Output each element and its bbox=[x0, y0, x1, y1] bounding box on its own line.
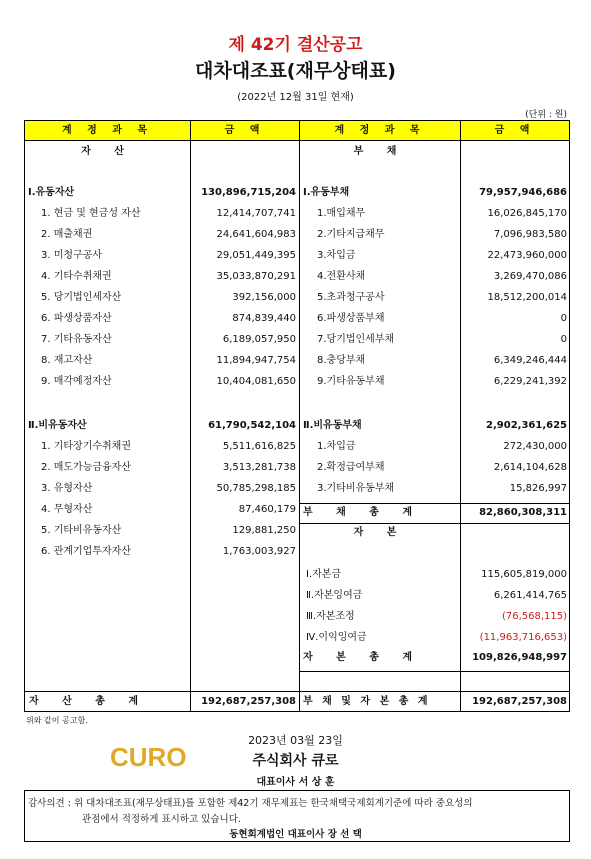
line-item-amount: 15,826,997 bbox=[509, 483, 567, 494]
assets-section-label: 자 산 bbox=[81, 146, 134, 157]
line-item-amount: 24,641,604,983 bbox=[216, 229, 296, 240]
header-right-item: 계 정 과 목 bbox=[300, 121, 460, 140]
line-item-label: 7.당기법인세부채 bbox=[317, 334, 395, 345]
line-item-label: 5. 기타비유동자산 bbox=[41, 525, 122, 536]
divider bbox=[300, 671, 569, 672]
noncurrent-assets-total: 61,790,542,104 bbox=[208, 420, 296, 431]
grand-total-amount: 192,687,257,308 bbox=[472, 696, 567, 707]
line-item-label: 9.기타유동부채 bbox=[317, 376, 385, 387]
line-item-amount: 0 bbox=[560, 334, 567, 345]
liabilities-total-label: 부 채 총 계 bbox=[303, 507, 423, 518]
ceo-name: 대표이사 서 상 훈 bbox=[256, 777, 335, 788]
line-item-amount: 50,785,298,185 bbox=[216, 483, 296, 494]
line-item-label: Ⅲ.자본조정 bbox=[306, 611, 355, 622]
equity-section-label: 자 본 bbox=[353, 527, 407, 538]
line-item-label: Ⅱ.자본잉여금 bbox=[306, 590, 363, 601]
auditor-name: 동현회계법인 대표이사 장 선 택 bbox=[229, 829, 362, 840]
line-item-label: 1. 현금 및 현금성 자산 bbox=[41, 208, 141, 219]
noncurrent-liabilities-label: Ⅱ.비유동부채 bbox=[303, 420, 362, 431]
line-item-label: 3.기타비유동부채 bbox=[317, 483, 395, 494]
line-item-amount: 18,512,200,014 bbox=[487, 292, 567, 303]
line-item-label: 1. 기타장기수취채권 bbox=[41, 441, 131, 452]
line-item-amount: 0 bbox=[560, 313, 567, 324]
assets-total-amount: 192,687,257,308 bbox=[201, 696, 296, 707]
notice-note: 위와 같이 공고함. bbox=[26, 716, 88, 725]
current-liabilities-total: 79,957,946,686 bbox=[479, 187, 567, 198]
company-name: 주식회사 큐로 bbox=[252, 753, 339, 769]
line-item-amount: 87,460,179 bbox=[238, 504, 296, 515]
line-item-amount: 2,614,104,628 bbox=[493, 462, 567, 473]
line-item-amount: 22,473,960,000 bbox=[487, 250, 567, 261]
notice-date: 2023년 03월 23일 bbox=[248, 734, 343, 747]
line-item-amount: (11,963,716,653) bbox=[479, 632, 567, 643]
noncurrent-liabilities-total: 2,902,361,625 bbox=[486, 420, 567, 431]
line-item-label: 1.매입채무 bbox=[317, 208, 366, 219]
line-item-label: 8.충당부채 bbox=[317, 355, 366, 366]
line-item-amount: 29,051,449,395 bbox=[216, 250, 296, 261]
line-item-amount: 115,605,819,000 bbox=[481, 569, 567, 580]
line-item-label: 3.차입금 bbox=[317, 250, 356, 261]
line-item-label: 6. 파생상품자산 bbox=[41, 313, 112, 324]
logo-text: CURO bbox=[110, 742, 187, 772]
line-item-label: 4.전환사채 bbox=[317, 271, 366, 282]
line-item-label: Ⅳ.이익잉여금 bbox=[306, 632, 367, 643]
unit-label: (단위 : 원) bbox=[525, 110, 567, 120]
line-item-label: 6.파생상품부채 bbox=[317, 313, 385, 324]
as-of-date: (2022년 12월 31일 현재) bbox=[237, 92, 354, 103]
line-item-label: 7. 기타유동자산 bbox=[41, 334, 112, 345]
line-item-amount: 874,839,440 bbox=[232, 313, 296, 324]
line-item-amount: 272,430,000 bbox=[503, 441, 567, 452]
assets-total-label: 자 산 총 계 bbox=[29, 696, 149, 707]
line-item-label: 5. 당기법인세자산 bbox=[41, 292, 122, 303]
header-left-item: 계 정 과 목 bbox=[25, 121, 190, 140]
line-item-label: 2. 매도가능금융자산 bbox=[41, 462, 131, 473]
line-item-amount: 1,763,003,927 bbox=[222, 546, 296, 557]
line-item-amount: 12,414,707,741 bbox=[216, 208, 296, 219]
noncurrent-assets-label: Ⅱ.비유동자산 bbox=[28, 420, 87, 431]
line-item-amount: 6,261,414,765 bbox=[493, 590, 567, 601]
line-item-amount: (76,568,115) bbox=[501, 611, 567, 622]
line-item-label: 4. 무형자산 bbox=[41, 504, 93, 515]
divider bbox=[25, 140, 569, 141]
grand-total-label: 부 채 및 자 본 총 계 bbox=[303, 696, 431, 707]
header-left-amount: 금 액 bbox=[191, 121, 299, 140]
line-item-amount: 3,513,281,738 bbox=[222, 462, 296, 473]
equity-total-label: 자 본 총 계 bbox=[303, 652, 423, 663]
line-item-amount: 16,026,845,170 bbox=[487, 208, 567, 219]
line-item-amount: 7,096,983,580 bbox=[493, 229, 567, 240]
line-item-amount: 11,894,947,754 bbox=[216, 355, 296, 366]
liabilities-section-label: 부 채 bbox=[353, 146, 407, 157]
line-item-label: 2. 매출채권 bbox=[41, 229, 93, 240]
line-item-label: 3. 유형자산 bbox=[41, 483, 93, 494]
line-item-amount: 3,269,470,086 bbox=[493, 271, 567, 282]
liabilities-total-amount: 82,860,308,311 bbox=[479, 507, 567, 518]
line-item-label: 1.차입금 bbox=[317, 441, 356, 452]
line-item-amount: 10,404,081,650 bbox=[216, 376, 296, 387]
line-item-label: Ⅰ.자본금 bbox=[306, 569, 342, 580]
line-item-label: 8. 재고자산 bbox=[41, 355, 93, 366]
divider bbox=[25, 691, 569, 692]
line-item-label: 9. 매각예정자산 bbox=[41, 376, 112, 387]
current-assets-label: Ⅰ.유동자산 bbox=[28, 187, 75, 198]
line-item-label: 3. 미청구공사 bbox=[41, 250, 103, 261]
current-liabilities-label: Ⅰ.유동부채 bbox=[303, 187, 350, 198]
line-item-amount: 6,229,241,392 bbox=[493, 376, 567, 387]
line-item-label: 2.기타지급채무 bbox=[317, 229, 385, 240]
line-item-amount: 6,349,246,444 bbox=[493, 355, 567, 366]
line-item-label: 5.초과청구공사 bbox=[317, 292, 385, 303]
line-item-amount: 5,511,616,825 bbox=[222, 441, 296, 452]
line-item-label: 6. 관계기업투자자산 bbox=[41, 546, 131, 557]
audit-opinion-line1: 감사의견 : 위 대차대조표(재무상태표)를 포함한 제42기 재무제표는 한국채택국제회계기준에 따라 중요성의 bbox=[28, 798, 473, 809]
audit-opinion-line2: 관점에서 적정하게 표시하고 있습니다. bbox=[82, 814, 241, 825]
line-item-label: 2.확정급여부채 bbox=[317, 462, 385, 473]
line-item-amount: 129,881,250 bbox=[232, 525, 296, 536]
current-assets-total: 130,896,715,204 bbox=[201, 187, 296, 198]
notice-title: 제 42기 결산공고 bbox=[228, 35, 363, 55]
line-item-amount: 35,033,870,291 bbox=[216, 271, 296, 282]
divider bbox=[299, 121, 300, 711]
balance-sheet-table bbox=[24, 120, 570, 712]
statement-title: 대차대조표(재무상태표) bbox=[195, 60, 396, 82]
header-right-amount: 금 액 bbox=[461, 121, 569, 140]
line-item-label: 4. 기타수취채권 bbox=[41, 271, 112, 282]
equity-total-amount: 109,826,948,997 bbox=[472, 652, 567, 663]
line-item-amount: 392,156,000 bbox=[232, 292, 296, 303]
line-item-amount: 6,189,057,950 bbox=[222, 334, 296, 345]
